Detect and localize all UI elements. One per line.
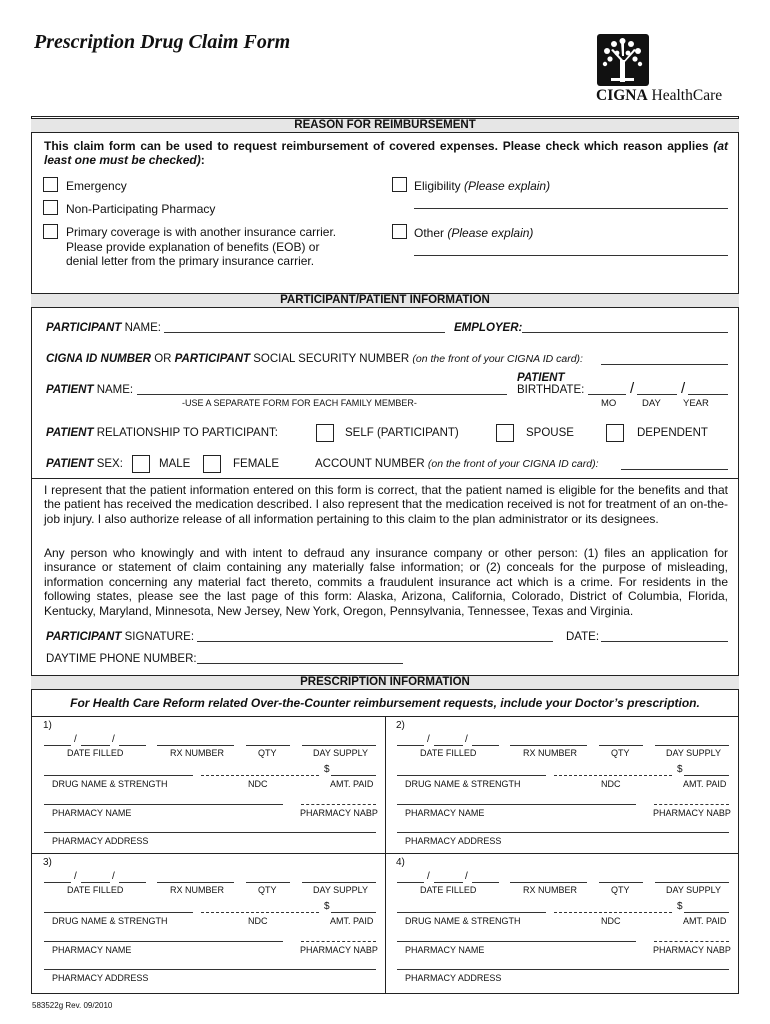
rx-2-rx-number-label: RX NUMBER xyxy=(523,748,578,758)
rx-4-nabp-field[interactable] xyxy=(654,941,729,942)
rx-4-drug-label: DRUG NAME & STRENGTH xyxy=(405,916,521,926)
prescription-note: For Health Care Reform related Over-the-Counter reimbursement requests, include your Doctor’s prescription. xyxy=(70,696,700,710)
patient-birthdate-word: PATIENT xyxy=(517,372,565,384)
prescription-center-divider xyxy=(385,716,386,994)
rx-1-qty-label: QTY xyxy=(258,748,277,758)
signature-field[interactable] xyxy=(197,641,553,642)
spouse-checkbox[interactable] xyxy=(496,424,514,442)
patient-name-field[interactable] xyxy=(137,394,507,395)
participant-section-header: PARTICIPANT/PATIENT INFORMATION xyxy=(31,293,739,308)
cigna-logo-text: CIGNA HealthCare xyxy=(596,87,723,104)
account-number-field[interactable] xyxy=(621,469,728,470)
rx-1-rxnumber-field[interactable] xyxy=(157,745,234,746)
rx-1-date-filled-label: DATE FILLED xyxy=(67,748,124,758)
rx-1-year-field[interactable] xyxy=(119,745,146,746)
rx-3-month-field[interactable] xyxy=(44,882,71,883)
rx-3-address-field[interactable] xyxy=(44,969,376,970)
rx-3-rxnumber-field[interactable] xyxy=(157,882,234,883)
dependent-checkbox[interactable] xyxy=(606,424,624,442)
rx-1-slash-2: / xyxy=(112,734,115,745)
page-title: Prescription Drug Claim Form xyxy=(34,31,291,53)
birth-day-label: DAY xyxy=(642,398,661,409)
rx-2-slash-1: / xyxy=(427,734,430,745)
rx-3-slash-1: / xyxy=(74,871,77,882)
rx-1-daysupply-field[interactable] xyxy=(302,745,376,746)
rx-1-nabp-label: PHARMACY NABP xyxy=(300,808,378,818)
rx-block-3-number: 3) xyxy=(43,857,52,868)
rx-2-day-supply-label: DAY SUPPLY xyxy=(666,748,722,758)
rx-3-daysupply-field[interactable] xyxy=(302,882,376,883)
birthdate-slash-1: / xyxy=(630,380,635,397)
eligibility-explain-line[interactable] xyxy=(414,208,728,209)
rx-3-address-label: PHARMACY ADDRESS xyxy=(52,973,149,983)
non-participating-checkbox[interactable] xyxy=(43,200,58,215)
birth-year-label: YEAR xyxy=(683,398,709,409)
rx-1-day-field[interactable] xyxy=(81,745,110,746)
rx-1-qty-field[interactable] xyxy=(246,745,290,746)
reason-section-header: REASON FOR REIMBURSEMENT xyxy=(31,118,739,133)
rx-1-day-supply-label: DAY SUPPLY xyxy=(313,748,369,758)
rx-4-year-field[interactable] xyxy=(472,882,499,883)
rx-1-nabp-field[interactable] xyxy=(301,804,376,805)
rx-2-qty-label: QTY xyxy=(611,748,630,758)
rx-1-amt-label: AMT. PAID xyxy=(330,779,374,789)
self-checkbox[interactable] xyxy=(316,424,334,442)
rx-2-nabp-field[interactable] xyxy=(654,804,729,805)
rx-3-nabp-label: PHARMACY NABP xyxy=(300,945,378,955)
rx-1-dollar-sign: $ xyxy=(324,764,330,775)
rx-2-amt-field[interactable] xyxy=(684,775,729,776)
rx-1-address-field[interactable] xyxy=(44,832,376,833)
rx-3-day-field[interactable] xyxy=(81,882,110,883)
declaration-paragraph-2: Any person who knowingly and with intent to defraud any insurance company or other person: (1) files an application for insurance or statement of claim containing any materially false information; or (2) conceals for the purpose of misleading, information concerning any material fact thereto, commits a fraudulent insurance act which is a crime. For residents in the following states, please see the last page of this form: Alaska, Arizona, California, Colorado, District of Columbia, Florida, Kentucky, Maryland, Minnesota, New Jersey, New York, Oregon, Pennsylvania, Tennessee, Texas and Virginia. xyxy=(44,546,728,618)
rx-2-ndc-field[interactable] xyxy=(554,775,672,776)
employer-label: EMPLOYER: xyxy=(454,322,523,334)
birth-day-field[interactable] xyxy=(637,394,677,395)
declaration-paragraph-1: I represent that the patient information entered on this form is correct, that the patient named is eligible for the benefits and that the patient has received the medication described. I also represent that the medication received is not for treatment of an on-the-job injury. I also authorize release of all information pertaining to this claim to the plan administrator or its designees. xyxy=(44,483,728,526)
rx-1-ndc-label: NDC xyxy=(248,779,268,789)
rx-block-2-number: 2) xyxy=(396,720,405,731)
rx-1-drug-field[interactable] xyxy=(44,775,193,776)
rx-1-drug-label: DRUG NAME & STRENGTH xyxy=(52,779,168,789)
rx-3-ndc-label: NDC xyxy=(248,916,268,926)
rx-2-date-filled-label: DATE FILLED xyxy=(420,748,477,758)
rx-4-pharmacy-name-label: PHARMACY NAME xyxy=(405,945,485,955)
rx-4-address-field[interactable] xyxy=(397,969,729,970)
spouse-label: SPOUSE xyxy=(526,427,574,439)
rx-4-pharmacy-name-field[interactable] xyxy=(397,941,636,942)
female-checkbox[interactable] xyxy=(203,455,221,473)
rx-4-drug-field[interactable] xyxy=(397,912,546,913)
eligibility-checkbox[interactable] xyxy=(392,177,407,192)
rx-1-pharmacy-name-label: PHARMACY NAME xyxy=(52,808,132,818)
rx-4-qty-field[interactable] xyxy=(599,882,643,883)
rx-2-address-field[interactable] xyxy=(397,832,729,833)
rx-3-qty-label: QTY xyxy=(258,885,277,895)
rx-4-daysupply-field[interactable] xyxy=(655,882,729,883)
rx-2-dollar-sign: $ xyxy=(677,764,683,775)
emergency-label: Emergency xyxy=(66,179,127,193)
rx-1-month-field[interactable] xyxy=(44,745,71,746)
rx-2-address-label: PHARMACY ADDRESS xyxy=(405,836,502,846)
rx-3-amt-label: AMT. PAID xyxy=(330,916,374,926)
separate-form-note: -USE A SEPARATE FORM FOR EACH FAMILY MEMBER- xyxy=(182,398,417,408)
non-participating-label: Non-Participating Pharmacy xyxy=(66,202,216,216)
rx-3-qty-field[interactable] xyxy=(246,882,290,883)
rx-3-date-filled-label: DATE FILLED xyxy=(67,885,124,895)
rx-3-rx-number-label: RX NUMBER xyxy=(170,885,225,895)
rx-4-address-label: PHARMACY ADDRESS xyxy=(405,973,502,983)
rx-3-slash-2: / xyxy=(112,871,115,882)
prescription-row-divider xyxy=(31,853,739,854)
rx-2-nabp-label: PHARMACY NABP xyxy=(653,808,731,818)
rx-4-rxnumber-field[interactable] xyxy=(510,882,587,883)
rx-3-year-field[interactable] xyxy=(119,882,146,883)
rx-1-rx-number-label: RX NUMBER xyxy=(170,748,225,758)
rx-2-slash-2: / xyxy=(465,734,468,745)
participant-name-label: PARTICIPANT NAME: xyxy=(46,322,162,334)
rx-4-amt-label: AMT. PAID xyxy=(683,916,727,926)
form-number: 583522g Rev. 09/2010 xyxy=(32,1001,113,1010)
rx-4-qty-label: QTY xyxy=(611,885,630,895)
rx-3-ndc-field[interactable] xyxy=(201,912,319,913)
birth-year-field[interactable] xyxy=(688,394,728,395)
participant-name-field[interactable] xyxy=(164,332,445,333)
rx-2-daysupply-field[interactable] xyxy=(655,745,729,746)
rx-1-ndc-field[interactable] xyxy=(201,775,319,776)
rx-1-address-label: PHARMACY ADDRESS xyxy=(52,836,149,846)
rx-2-amt-label: AMT. PAID xyxy=(683,779,727,789)
rx-2-pharmacy-name-field[interactable] xyxy=(397,804,636,805)
other-explain-line[interactable] xyxy=(414,255,728,256)
reason-intro: This claim form can be used to request reimbursement of covered expenses. Please check which reason applies (at least one must be checked): xyxy=(44,139,728,168)
rx-2-pharmacy-name-label: PHARMACY NAME xyxy=(405,808,485,818)
rx-4-date-filled-label: DATE FILLED xyxy=(420,885,477,895)
signature-label: PARTICIPANT SIGNATURE: xyxy=(46,631,195,643)
other-label: Other (Please explain) xyxy=(414,226,534,240)
rx-4-day-supply-label: DAY SUPPLY xyxy=(666,885,722,895)
birth-mo-label: MO xyxy=(601,398,617,409)
emergency-checkbox[interactable] xyxy=(43,177,58,192)
rx-3-amt-field[interactable] xyxy=(331,912,376,913)
birthdate-slash-2: / xyxy=(681,380,686,397)
rx-4-month-field[interactable] xyxy=(397,882,424,883)
birth-month-field[interactable] xyxy=(588,394,626,395)
declaration-divider xyxy=(31,478,739,479)
rx-3-day-supply-label: DAY SUPPLY xyxy=(313,885,369,895)
rx-1-amt-field[interactable] xyxy=(331,775,376,776)
rx-2-year-field[interactable] xyxy=(472,745,499,746)
rx-1-pharmacy-name-field[interactable] xyxy=(44,804,283,805)
rx-3-pharmacy-name-field[interactable] xyxy=(44,941,283,942)
rx-block-1-number: 1) xyxy=(43,720,52,731)
rx-4-day-field[interactable] xyxy=(434,882,463,883)
rx-3-drug-label: DRUG NAME & STRENGTH xyxy=(52,916,168,926)
patient-name-label: PATIENT NAME: xyxy=(46,384,134,396)
rx-4-dollar-sign: $ xyxy=(677,901,683,912)
rx-4-slash-1: / xyxy=(427,871,430,882)
male-checkbox[interactable] xyxy=(132,455,150,473)
rx-4-slash-2: / xyxy=(465,871,468,882)
birthdate-label: BIRTHDATE: xyxy=(517,384,585,396)
rx-3-nabp-field[interactable] xyxy=(301,941,376,942)
date-label: DATE: xyxy=(566,631,600,643)
rx-4-rx-number-label: RX NUMBER xyxy=(523,885,578,895)
rx-3-drug-field[interactable] xyxy=(44,912,193,913)
account-number-label: ACCOUNT NUMBER (on the front of your CIGNA ID card): xyxy=(315,458,599,470)
rx-2-rxnumber-field[interactable] xyxy=(510,745,587,746)
rx-4-ndc-label: NDC xyxy=(601,916,621,926)
rx-4-nabp-label: PHARMACY NABP xyxy=(653,945,731,955)
employer-field[interactable] xyxy=(522,332,728,333)
self-label: SELF (PARTICIPANT) xyxy=(345,427,459,439)
rx-2-drug-field[interactable] xyxy=(397,775,546,776)
rx-2-ndc-label: NDC xyxy=(601,779,621,789)
primary-coverage-label: Primary coverage is with another insurance carrier. Please provide explanation of benefits (EOB) or denial letter from the primary insurance carrier. xyxy=(66,225,337,269)
relationship-label: PATIENT RELATIONSHIP TO PARTICIPANT: xyxy=(46,427,278,439)
rx-4-ndc-field[interactable] xyxy=(554,912,672,913)
other-checkbox[interactable] xyxy=(392,224,407,239)
rx-1-slash-1: / xyxy=(74,734,77,745)
rx-block-4-number: 4) xyxy=(396,857,405,868)
rx-3-dollar-sign: $ xyxy=(324,901,330,912)
phone-label: DAYTIME PHONE NUMBER: xyxy=(46,653,197,665)
tree-logo-icon xyxy=(597,34,649,86)
id-ssn-field[interactable] xyxy=(601,364,728,365)
prescription-section-header: PRESCRIPTION INFORMATION xyxy=(31,675,739,690)
phone-field[interactable] xyxy=(197,663,403,664)
dependent-label: DEPENDENT xyxy=(637,427,708,439)
sex-label: PATIENT SEX: xyxy=(46,458,123,470)
primary-coverage-checkbox[interactable] xyxy=(43,224,58,239)
rx-4-amt-field[interactable] xyxy=(684,912,729,913)
female-label: FEMALE xyxy=(233,458,280,470)
rx-2-day-field[interactable] xyxy=(434,745,463,746)
date-field[interactable] xyxy=(601,641,728,642)
rx-2-month-field[interactable] xyxy=(397,745,424,746)
rx-2-drug-label: DRUG NAME & STRENGTH xyxy=(405,779,521,789)
male-label: MALE xyxy=(159,458,191,470)
rx-2-qty-field[interactable] xyxy=(599,745,643,746)
eligibility-label: Eligibility (Please explain) xyxy=(414,179,551,193)
rx-3-pharmacy-name-label: PHARMACY NAME xyxy=(52,945,132,955)
id-ssn-label: CIGNA ID NUMBER OR PARTICIPANT SOCIAL SECURITY NUMBER (on the front of your CIGNA ID card): xyxy=(46,353,583,365)
